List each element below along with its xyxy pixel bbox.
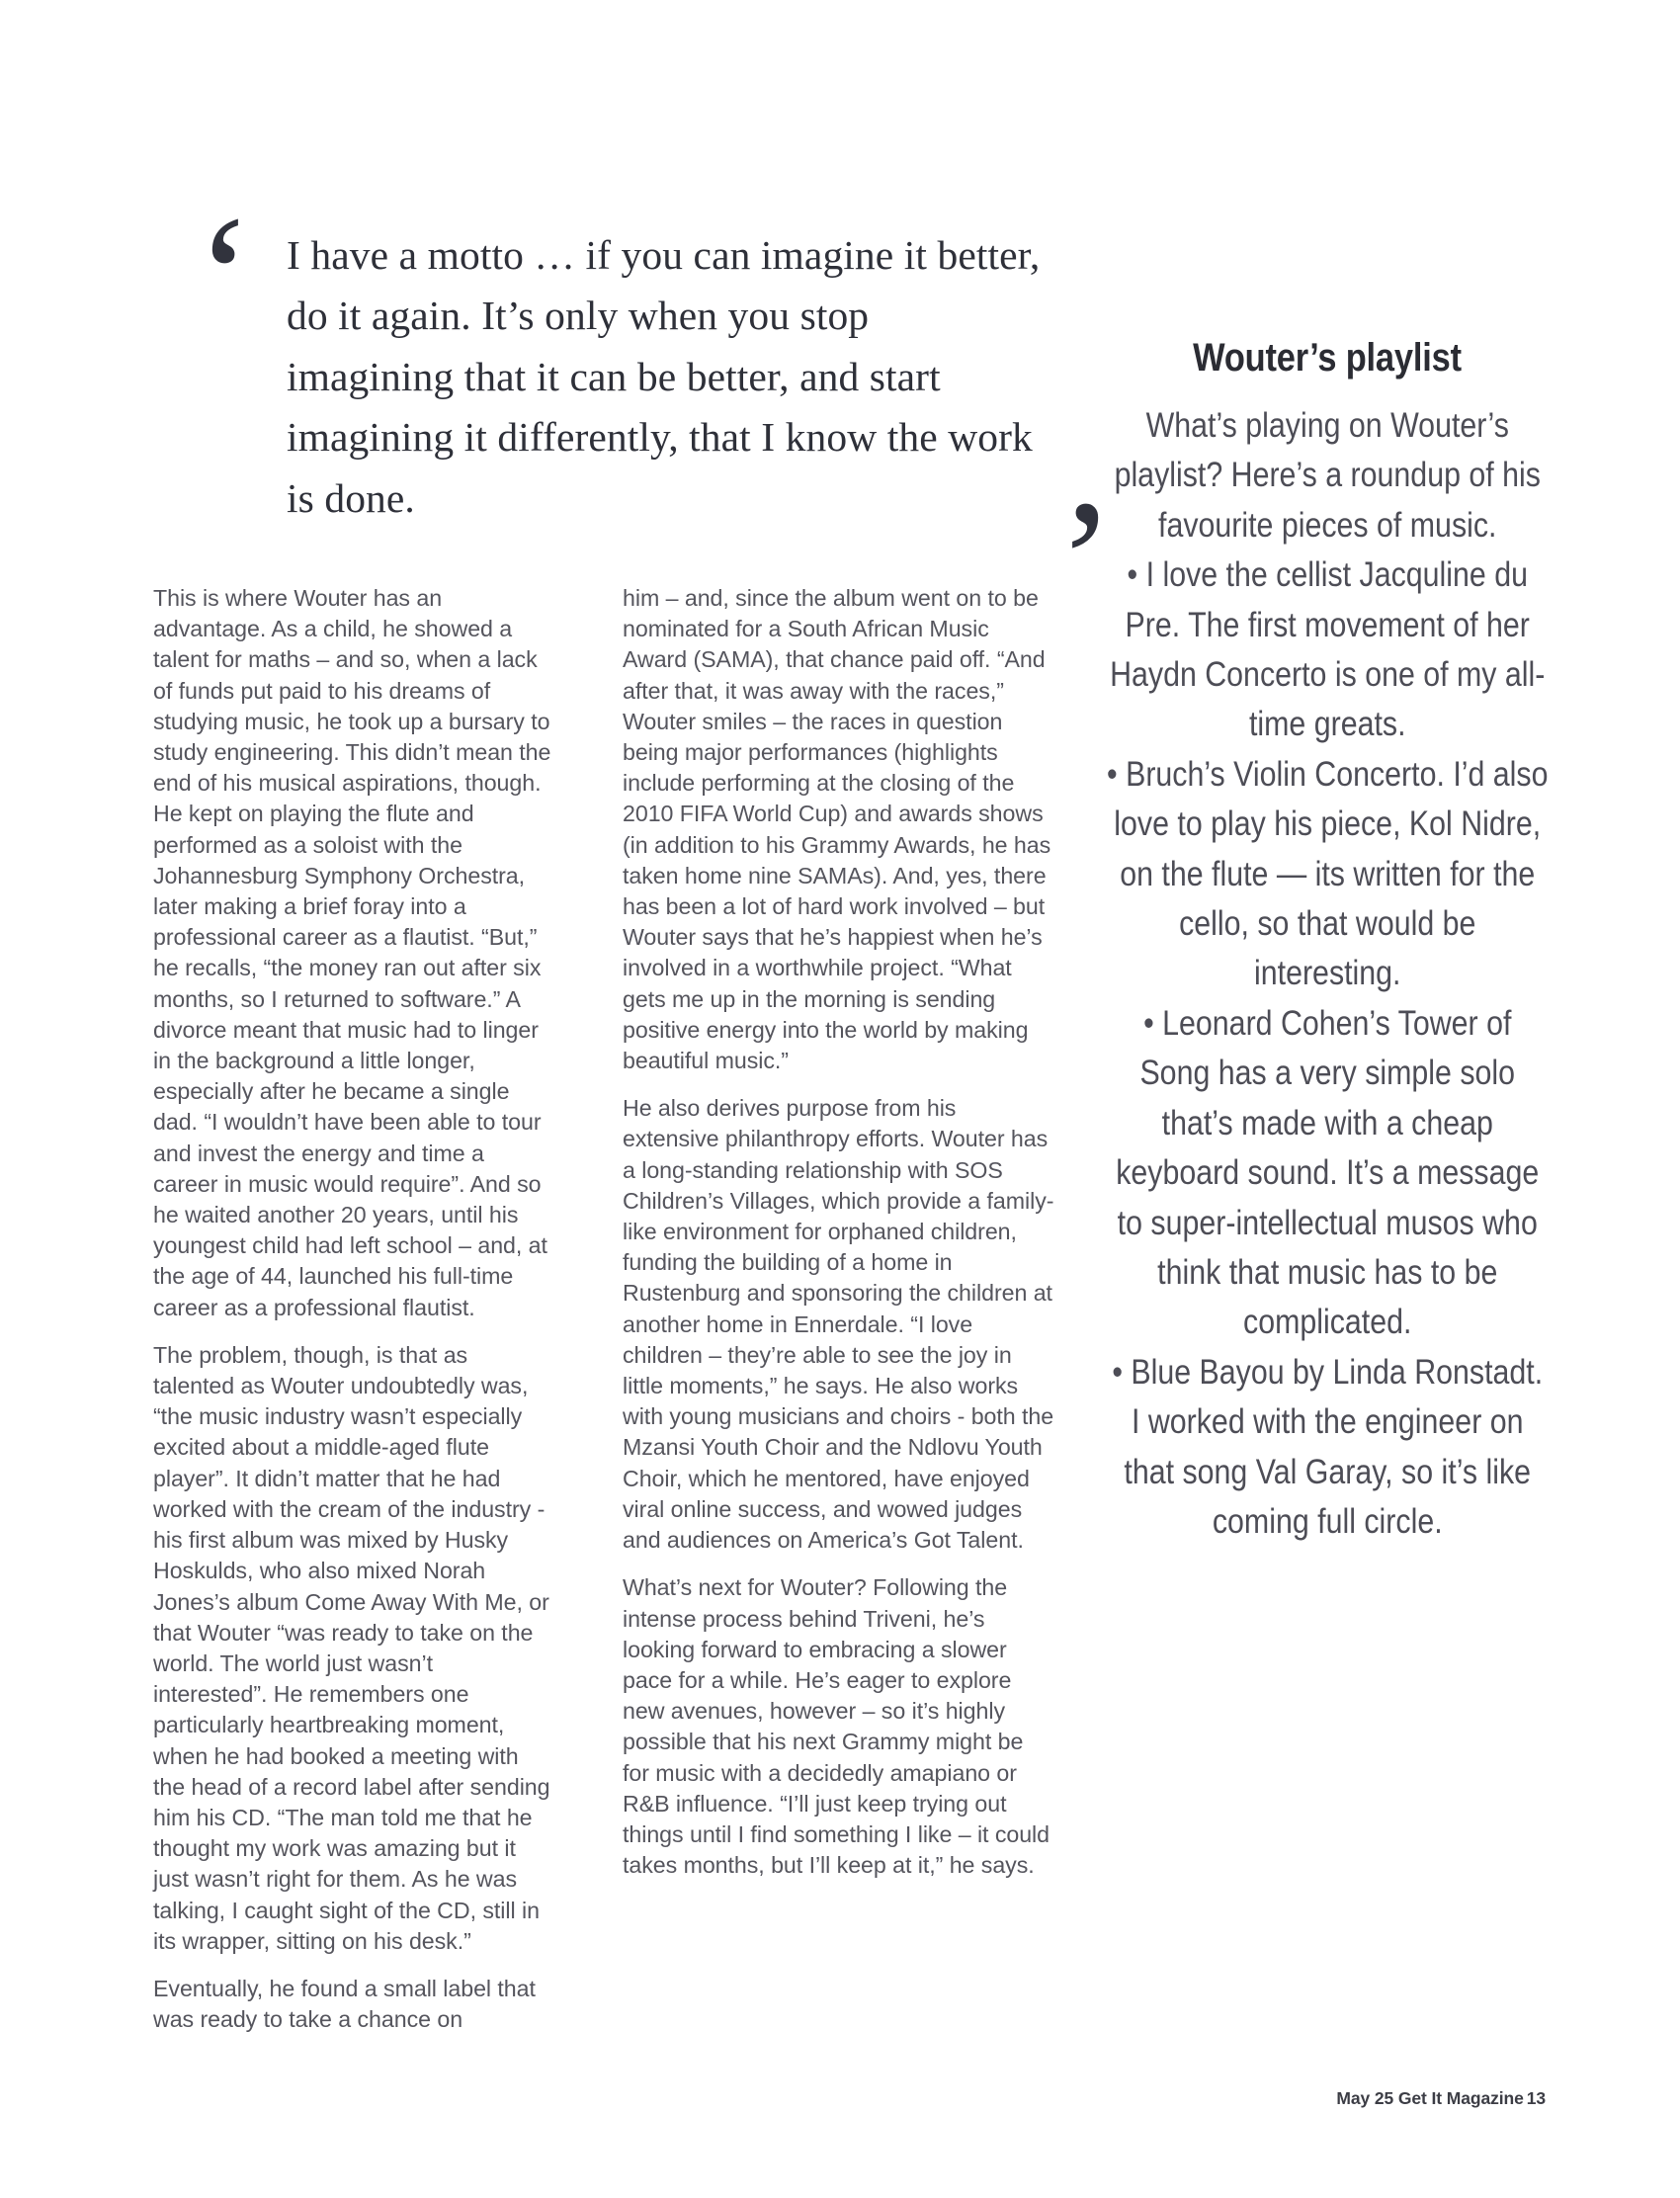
page-footer [1336, 2088, 1546, 2109]
article-column-2 [623, 583, 1055, 1898]
article-paragraph: Eventually, he found a small label that was ready to take a chance on [153, 1975, 536, 2033]
playlist-item: • I love the cellist Jacquline du Pre. The first movement of her Haydn Concerto is one of my all-time greats. [1109, 554, 1546, 744]
article-paragraph: The problem, though, is that as talented as Wouter undoubtedly was, “the music industry wasn’t especially excited about a middle-aged flute player”. It didn’t matter that he had worked with the cream of the industry - his first album was mixed by Husky Hoskulds, who also mixed Norah Jones’s album Come Away With Me, or that Wouter “was ready to take on the world. The world just wasn’t interested”. He remembers one particularly heartbreaking moment, when he had booked a meeting with the head of a record label after sending him his CD. “The man told me that he thought my work was amazing but it just wasn’t right for them. As he was talking, I caught sight of the CD, still in its wrapper, sitting on his desk.” [153, 1341, 550, 1954]
pull-quote [196, 180, 1115, 657]
article-paragraph: What’s next for Wouter? Following the intense process behind Triveni, he’s looking forward to embracing a slower pace for a while. He’s eager to explore new avenues, however – so it’s highly possible that his next Grammy might be for music with a decidedly amapiano or R&B influence. “I’ll just keep trying out things until I find something I like – it could takes months, but I’ll keep at it,” he says. [623, 1574, 1050, 1879]
close-quote-mark-icon: ’ [1056, 465, 1115, 657]
playlist-intro: What’s playing on Wouter’s playlist? Here’s a roundup of his favourite pieces of music. [1114, 405, 1541, 545]
playlist-body [1105, 400, 1550, 1546]
article-paragraph: He also derives purpose from his extensive philanthropy efforts. Wouter has a long-standing relationship with SOS Children’s Villages, which provide a family-like environment for orphaned children, funding the building of a home in Rustenburg and sponsoring the children at another home in Ennerdale. “I love children – they’re able to see the joy in little moments,” he says. He also works with young musicians and choirs - both the Mzansi Youth Choir and the Ndlovu Youth Choir, which he mentored, have enjoyed viral online success, and wowed judges and audiences on America’s Got Talent. [623, 1095, 1054, 1554]
footer-issue: May 25 Get It Magazine [1336, 2088, 1524, 2108]
footer-page-number: 13 [1526, 2088, 1546, 2108]
playlist-item: • Leonard Cohen’s Tower of Song has a very simple solo that’s made with a cheap keyboard sound. It’s a message to super-intellectual musos who think that music has to be complicated. [1115, 1002, 1540, 1342]
article-paragraph: him – and, since the album went on to be nominated for a South African Music Award (SAMA), that chance paid off. “And after that, it was away with the races,” Wouter smiles – the races in question being major performances (highlights include performing at the closing of the 2010 FIFA World Cup) and awards shows (in addition to his Grammy Awards, he has taken home nine SAMAs). And, yes, there has been a lot of hard work involved – but Wouter says that he’s happiest when he’s involved in a worthwhile project. “What gets me up in the morning is sending positive energy into the world by making beautiful music.” [623, 585, 1051, 1074]
article-paragraph: This is where Wouter has an advantage. As a child, he showed a talent for maths – and so, when a lack of funds put paid to his dreams of studying music, he took up a bursary to study engineering. This didn’t mean the end of his musical aspirations, though. He kept on playing the flute and performed as a soloist with the Johannesburg Symphony Orchestra, later making a brief foray into a professional career as a flautist. “But,” he recalls, “the money ran out after six months, so I returned to software.” A divorce meant that music had to linger in the background a little longer, especially after he became a single dad. “I wouldn’t have been able to tour and invest the energy and time a career in music would require”. And so he waited another 20 years, until his youngest child had left school – and, at the age of 44, launched his full-time career as a professional flautist. [153, 585, 551, 1320]
playlist-item: • Bruch’s Violin Concerto. I’d also love to play his piece, Kol Nidre, on the flute — its written for the cello, so that would be interesting. [1106, 753, 1549, 993]
playlist-title: Wouter’s playlist [1193, 336, 1462, 380]
open-quote-mark-icon: ‘ [196, 180, 254, 372]
article-column-1 [153, 583, 552, 2052]
playlist-item: • Blue Bayou by Linda Ronstadt. I worked with the engineer on that song Val Garay, so it’s like coming full circle. [1112, 1351, 1543, 1541]
playlist-sidebar [1105, 336, 1550, 1546]
pull-quote-text: I have a motto … if you can imagine it better, do it again. It’s only when you stop imagining that it can be better, and start imagining it differently, that I know the work is done. [287, 232, 1041, 521]
